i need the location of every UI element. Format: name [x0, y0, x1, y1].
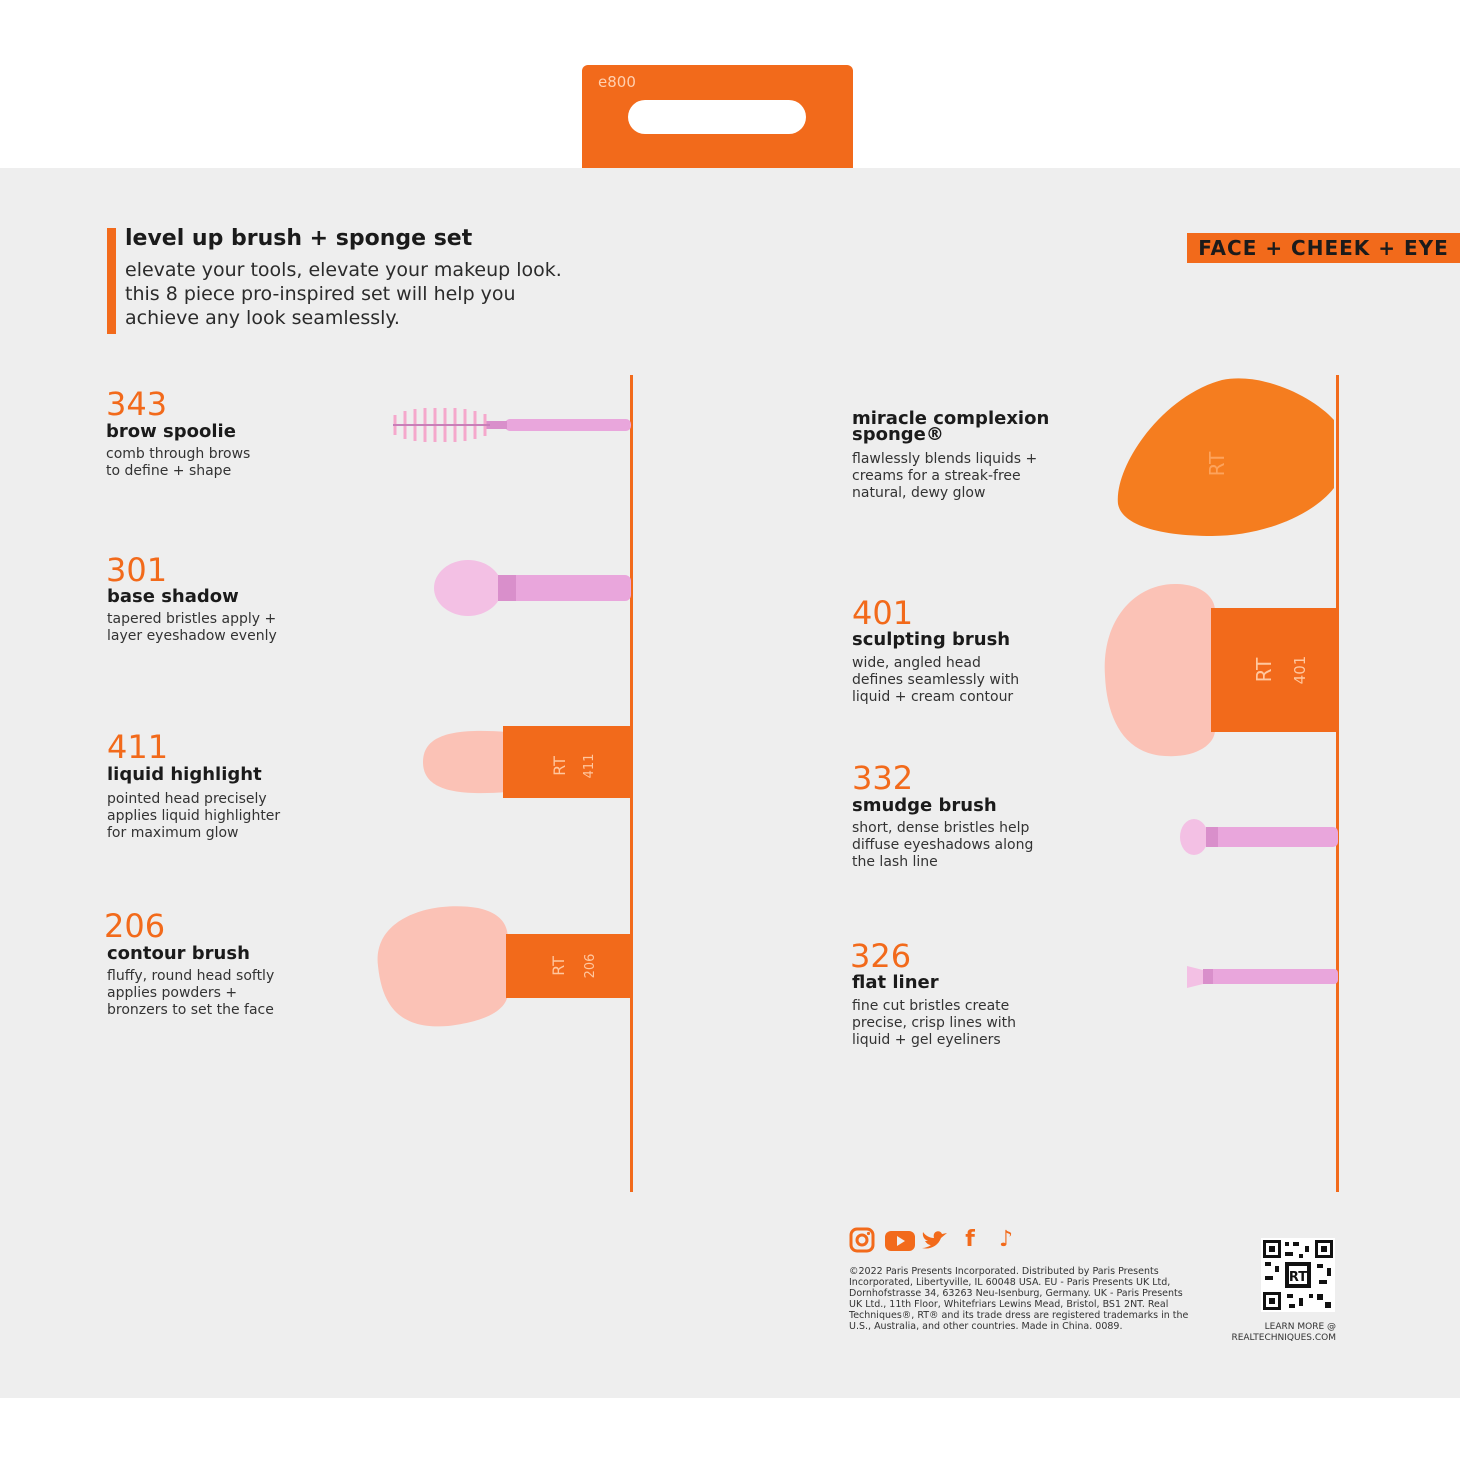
- category-badge: FACE + CHEEK + EYE: [1187, 233, 1460, 263]
- desc-line: wide, angled head: [852, 655, 981, 671]
- desc-line: natural, dewy glow: [852, 485, 986, 501]
- tiktok-icon: ♪: [998, 1227, 1014, 1252]
- social-icons: [848, 1226, 1020, 1254]
- product-description: [852, 451, 1072, 502]
- product-number: 401: [852, 594, 914, 632]
- qr-brand-mark: RT: [1288, 1270, 1308, 1285]
- desc-line: diffuse eyeshadows along: [852, 837, 1034, 853]
- hang-tab-code: e800: [598, 73, 636, 91]
- product-description: [106, 446, 326, 480]
- handle-brand-mark: RT: [550, 756, 569, 776]
- desc-line: liquid + cream contour: [852, 689, 1014, 705]
- learn-more-url: REALTECHNIQUES.COM: [1231, 1333, 1336, 1343]
- twitter-icon: [920, 1226, 948, 1254]
- intro-body: [125, 258, 585, 330]
- intro-accent-bar: [107, 228, 116, 334]
- desc-line: defines seamlessly with: [852, 672, 1020, 688]
- desc-line: bronzers to set the face: [107, 1002, 274, 1018]
- handle-number-mark: 411: [582, 753, 597, 779]
- product-name: flat liner: [852, 972, 939, 993]
- sculpting-brush-image: [1095, 580, 1338, 760]
- product-description: [852, 655, 1072, 706]
- desc-line: precise, crisp lines with: [852, 1015, 1017, 1031]
- handle-brand-mark: RT: [549, 956, 568, 976]
- desc-line: layer eyeshadow evenly: [107, 628, 277, 644]
- product-description: [107, 968, 327, 1019]
- youtube-icon: [884, 1226, 912, 1254]
- desc-line: liquid + gel eyeliners: [852, 1032, 1001, 1048]
- product-name: [852, 408, 1050, 445]
- learn-more-text: [1200, 1322, 1336, 1344]
- intro-title: level up brush + sponge set: [125, 226, 473, 251]
- intro-line: elevate your tools, elevate your makeup look.: [125, 259, 562, 281]
- product-number: 326: [850, 937, 912, 975]
- desc-line: for maximum glow: [107, 825, 239, 841]
- instagram-icon: [848, 1226, 876, 1254]
- product-number: 301: [106, 551, 168, 589]
- contour-brush-image: [368, 900, 631, 1032]
- name-line: miracle complexion: [852, 408, 1050, 429]
- product-number: 343: [106, 385, 168, 423]
- desc-line: fluffy, round head softly: [107, 968, 275, 984]
- miracle-sponge-image: [1112, 376, 1338, 538]
- product-name: sculpting brush: [852, 629, 1011, 650]
- name-line: sponge®: [852, 424, 944, 445]
- desc-line: flawlessly blends liquids +: [852, 451, 1038, 467]
- desc-line: creams for a streak-free: [852, 468, 1021, 484]
- product-name: smudge brush: [852, 795, 997, 816]
- desc-line: comb through brows: [106, 446, 251, 462]
- product-name: contour brush: [107, 943, 250, 964]
- product-description: [852, 820, 1072, 871]
- liquid-highlight-brush-image: [415, 722, 631, 802]
- product-description: [107, 791, 327, 842]
- intro-line: this 8 piece pro-inspired set will help you: [125, 283, 516, 305]
- hang-hole: [628, 100, 806, 134]
- facebook-icon: f: [965, 1227, 975, 1252]
- desc-line: short, dense bristles help: [852, 820, 1030, 836]
- desc-line: the lash line: [852, 854, 938, 870]
- desc-line: to define + shape: [106, 463, 232, 479]
- intro-line: achieve any look seamlessly.: [125, 307, 400, 329]
- product-description: [107, 611, 327, 645]
- desc-line: applies powders +: [107, 985, 238, 1001]
- product-name: base shadow: [107, 586, 239, 607]
- sponge-brand-mark: RT: [1205, 451, 1229, 477]
- product-name: brow spoolie: [106, 421, 236, 442]
- learn-more-line: LEARN MORE @: [1264, 1322, 1336, 1332]
- base-shadow-brush-image: [430, 553, 631, 623]
- handle-brand-mark: RT: [1252, 657, 1276, 683]
- qr-code: [1261, 1238, 1335, 1312]
- handle-number-mark: 206: [583, 953, 598, 979]
- smudge-brush-image: [1178, 814, 1338, 860]
- desc-line: pointed head precisely: [107, 791, 267, 807]
- desc-line: applies liquid highlighter: [107, 808, 281, 824]
- desc-line: tapered bristles apply +: [107, 611, 277, 627]
- product-number: 411: [107, 728, 169, 766]
- legal-text: ©2022 Paris Presents Incorporated. Distributed by Paris Presents Incorporated, Libertyville, IL 60048 USA. EU - Paris Presents UK Ltd, Dornhofstrasse 34, 63263 Neu-Isenburg, Germany. UK - Paris Presents UK Ltd., 11th Floor, Whitefriars Lewins Mead, Bristol, BS1 2NT. Real Techniques®, RT® and its trade dress are registered trademarks in the U.S., Australia, and other countries. Made in China. 0089.: [849, 1266, 1189, 1332]
- desc-line: fine cut bristles create: [852, 998, 1010, 1014]
- handle-number-mark: 401: [1291, 655, 1309, 685]
- brow-spoolie-image: [385, 395, 631, 455]
- product-number: 332: [852, 759, 914, 797]
- product-number: 206: [104, 907, 166, 945]
- flat-liner-brush-image: [1183, 958, 1338, 994]
- product-description: [852, 998, 1072, 1049]
- product-name: liquid highlight: [107, 764, 262, 785]
- hang-tab: [582, 65, 853, 175]
